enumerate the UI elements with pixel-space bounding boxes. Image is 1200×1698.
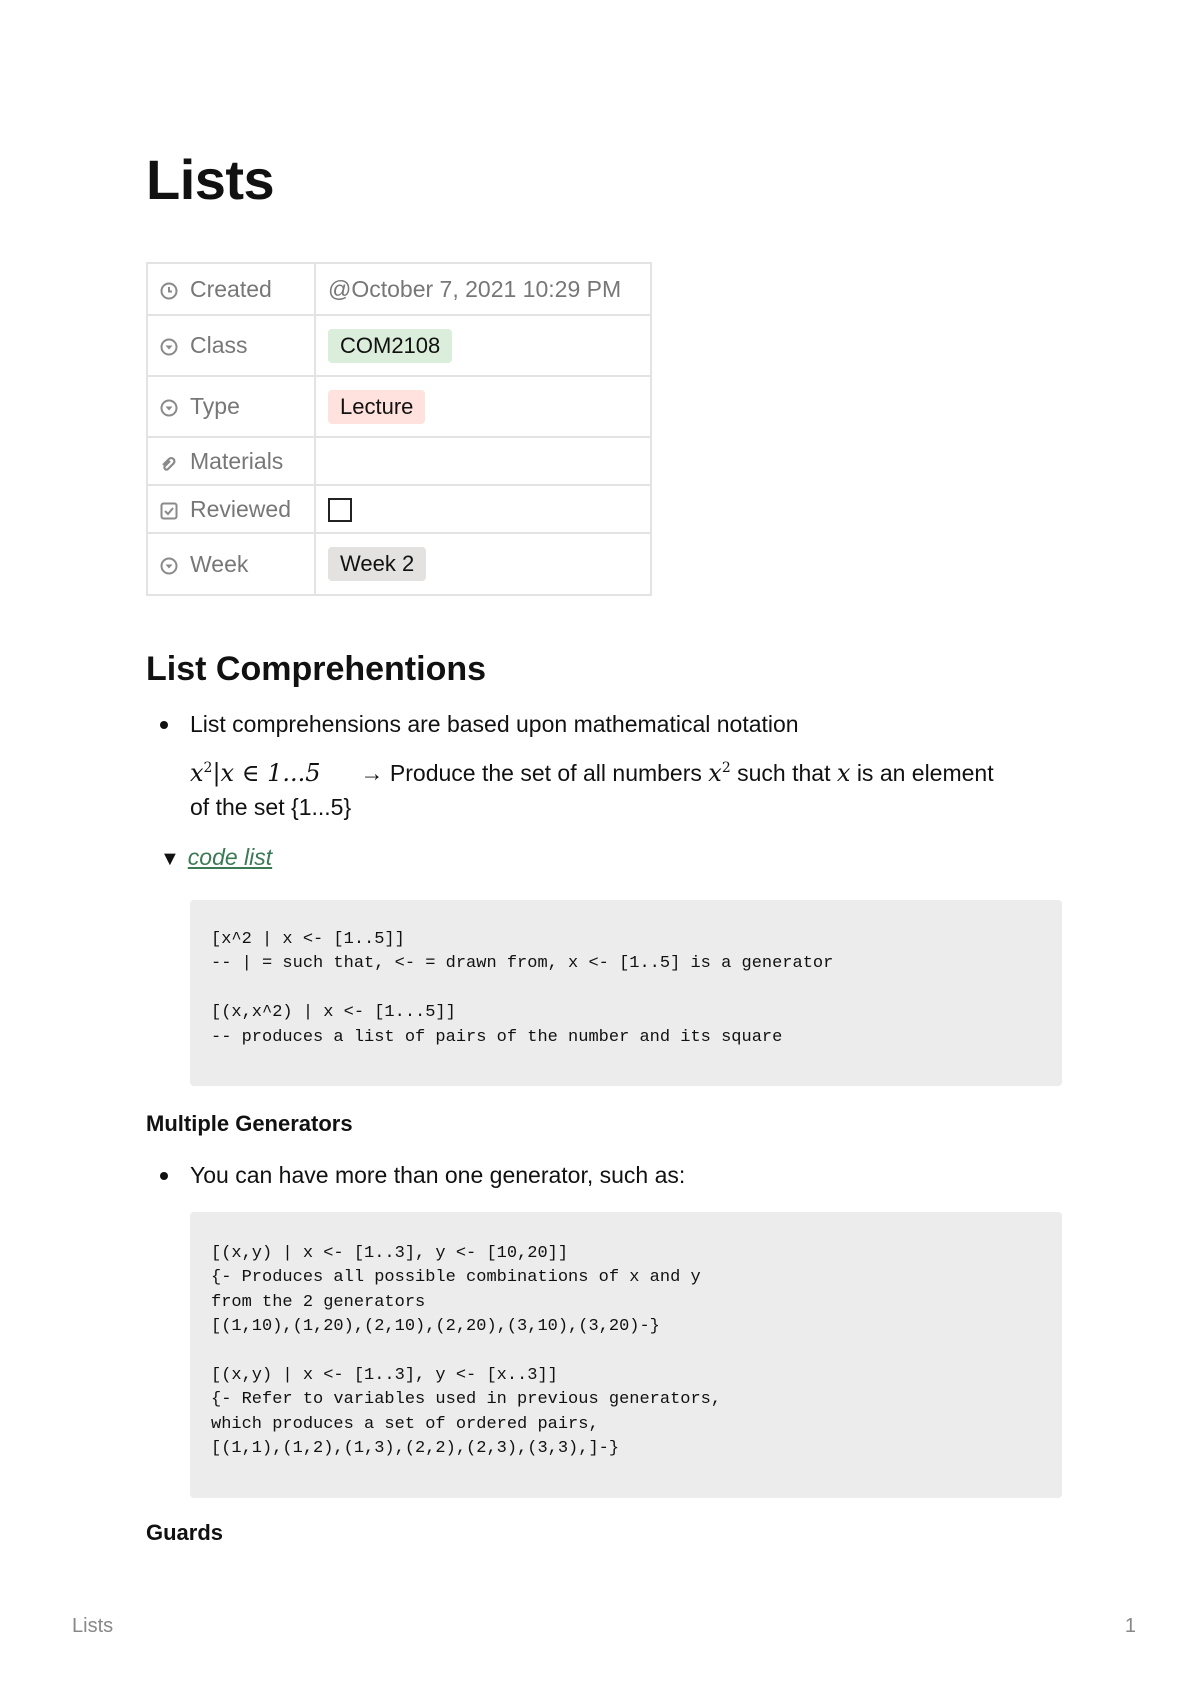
math-x: x [836,759,851,787]
materials-value[interactable] [315,437,651,485]
code-line: [(x,y) | x <- [1..3], y <- [10,20]] [211,1244,569,1263]
property-label [147,485,315,533]
code-line: [(1,1),(1,2),(1,3),(2,2),(2,3),(3,3),]-} [211,1439,620,1459]
clock-icon [160,282,178,300]
code-line: [(x,x^2) | x <- [1...5]] [211,1003,456,1023]
code-line: {- Refer to variables used in previous generators, [211,1390,722,1410]
bullet-text: List comprehensions are based upon mathematical notation [190,711,799,737]
property-row-reviewed [147,485,651,533]
week-tag[interactable]: Week 2 [328,547,426,581]
math-var: x [190,759,204,787]
class-value[interactable] [315,315,651,376]
code-line: [(1,10),(1,20),(2,10),(2,20),(3,10),(3,20)-} [211,1317,660,1337]
code-block-2 [190,1212,1062,1498]
continuation-text: of the set {1...5} [190,794,352,820]
section-heading-guards: Guards [146,1520,224,1545]
page-title: Lists [146,148,275,211]
code-line: which produces a set of ordered pairs, [211,1414,599,1434]
type-tag[interactable]: Lecture [328,390,425,424]
select-icon [160,399,178,417]
property-row-class [147,315,651,376]
bullet-text: You can have more than one generator, such as: [190,1162,686,1188]
select-icon [160,338,178,356]
checkbox-icon [160,502,178,520]
property-label [147,437,315,485]
triangle-down-icon[interactable]: ▼ [160,848,180,870]
reviewed-value [315,485,651,533]
toggle-link[interactable]: code list [187,844,273,870]
math-expression [190,759,321,787]
code-line [211,1340,1062,1364]
math-line [190,751,1060,790]
code-line: [x^2 | x <- [1..5]] [211,930,405,949]
math-var: x [708,759,722,787]
property-row-materials [147,437,651,485]
code-line: [(x,y) | x <- [1..3], y <- [x..3]] [211,1365,558,1385]
code-line [211,977,1062,1001]
list-item [160,1158,1060,1192]
property-row-created [147,263,651,315]
code-line: -- | = such that, <- = drawn from, x <- [1..5] is a generator [211,954,834,974]
property-label-text: Class [190,332,248,358]
week-value[interactable] [315,533,651,595]
bullet-dot [160,721,168,729]
code-line: -- produces a list of pairs of the number and its square [211,1027,783,1047]
bullet-dot [160,1172,168,1180]
math-rest: |x ∈ 1...5 [212,759,321,787]
class-tag[interactable]: COM2108 [328,329,452,363]
select-icon [160,557,178,575]
code-line: from the 2 generators [211,1292,426,1312]
explanation-text: such that [737,760,831,786]
property-label [147,315,315,376]
explanation-text: is an element [856,760,994,786]
property-label-text: Type [190,393,240,419]
section-heading-list-comprehentions: List Comprehentions [146,650,487,688]
toggle-code-list[interactable] [160,842,272,874]
property-label [147,263,315,315]
property-label [147,533,315,595]
code-line: {- Produces all possible combinations of x and y [211,1268,701,1288]
property-label [147,376,315,437]
property-label-text: Reviewed [190,495,291,522]
explanation-text: → Produce the set of all numbers [360,760,702,786]
properties-table [146,262,652,596]
created-value: @October 7, 2021 10:29 PM [315,263,651,315]
reviewed-checkbox[interactable] [328,498,352,522]
type-value[interactable] [315,376,651,437]
property-label-text: Week [190,550,249,577]
property-label-text: Materials [190,447,284,474]
list-item [160,707,1060,824]
property-row-type [147,376,651,437]
code-block-1 [190,900,1062,1086]
page-number: 1 [1124,1615,1136,1637]
property-label-text: Created [190,275,272,302]
footer-title: Lists [72,1615,114,1637]
paperclip-icon [160,454,178,472]
math-sup: 2 [721,760,731,776]
math-x2 [708,759,730,787]
section-heading-multiple-generators: Multiple Generators [146,1111,353,1136]
property-row-week [147,533,651,595]
math-sup: 2 [203,760,213,776]
